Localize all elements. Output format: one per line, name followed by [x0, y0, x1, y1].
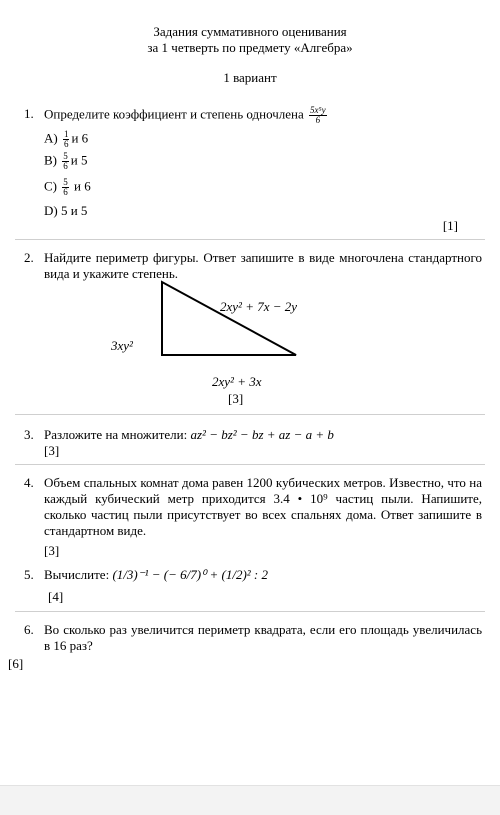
monomial-denominator: 6 [315, 115, 321, 125]
separator-2 [15, 414, 485, 415]
option-b-den: 6 [63, 161, 68, 171]
calc-expression: (1/3)⁻¹ − (− 6/7)⁰ + (1/2)² : 2 [112, 567, 269, 582]
question-5 [0, 567, 500, 587]
question-3-number: 3. [24, 427, 34, 442]
factor-expression: az² − bz² − bz + az − a + b [190, 427, 334, 442]
question-6-number: 6. [24, 622, 34, 637]
question-4-number: 4. [24, 475, 34, 490]
document-title-line1: Задания суммативного оценивания [153, 24, 347, 39]
question-3 [0, 427, 500, 443]
separator-4 [15, 611, 485, 612]
option-b-num: 5 [63, 151, 68, 161]
option-c-num: 5 [63, 177, 68, 187]
page-bottom-band [0, 785, 500, 815]
hypotenuse-label: 2xy² + 7x − 2y [220, 299, 298, 314]
bottom-side-label: 2xy² + 3x [212, 374, 262, 389]
separator-3 [15, 464, 485, 465]
option-a-tail: и 6 [71, 130, 89, 146]
option-c-letter: C) [44, 178, 57, 194]
question-6-score: [6] [8, 656, 24, 671]
question-5-score: [4] [48, 589, 64, 604]
question-3-text [44, 427, 334, 443]
question-2-score: [3] [228, 391, 244, 406]
question-4-text: Объем спальных комнат дома равен 1200 кубических метров. Известно, что на каждый кубический метр приходится 3.4 • 10⁹ частиц пыли. Напишите, сколько частиц пыли присутствует во всех спальнях дома. Ответ запишите в стандартном виде. [44, 475, 482, 538]
question-4 [0, 475, 500, 545]
question-2-text: Найдите периметр фигуры. Ответ запишите в виде многочлена стандартного вида и укажите степень. [44, 250, 482, 281]
option-a-letter: A) [44, 130, 58, 146]
variant-label: 1 вариант [223, 70, 277, 85]
question-1-number: 1. [24, 106, 34, 121]
right-triangle [162, 282, 296, 355]
question-3-score: [3] [44, 443, 60, 458]
question-1-prompt: Определите коэффициент и степень одночлена [44, 106, 304, 122]
question-6 [0, 622, 500, 656]
triangle-figure [0, 0, 500, 400]
question-6-text: Во сколько раз увеличится периметр квадрата, если его площадь увеличилась в 16 раз? [44, 622, 482, 653]
question-3-prompt: Разложите на множители: [44, 427, 188, 442]
question-5-prompt: Вычислите: [44, 567, 110, 582]
monomial-numerator: 5x⁵y [310, 105, 326, 115]
option-c-tail: и 6 [74, 178, 91, 194]
option-c-den: 6 [63, 187, 68, 197]
option-a-num: 1 [63, 129, 69, 139]
option-d-letter: D) [44, 203, 58, 218]
question-5-number: 5. [24, 567, 34, 582]
question-4-score: [3] [44, 543, 60, 558]
document-title-line2: за 1 четверть по предмету «Алгебра» [147, 40, 353, 55]
question-2-number: 2. [24, 250, 34, 265]
left-side-label: 3xy² [111, 338, 133, 353]
option-d-tail: 5 и 5 [60, 203, 88, 218]
option-a-den: 6 [63, 139, 69, 149]
question-5-text [44, 567, 268, 583]
option-b-tail: и 5 [70, 152, 88, 168]
question-1-score: [1] [442, 218, 458, 233]
option-b-letter: B) [44, 152, 57, 168]
